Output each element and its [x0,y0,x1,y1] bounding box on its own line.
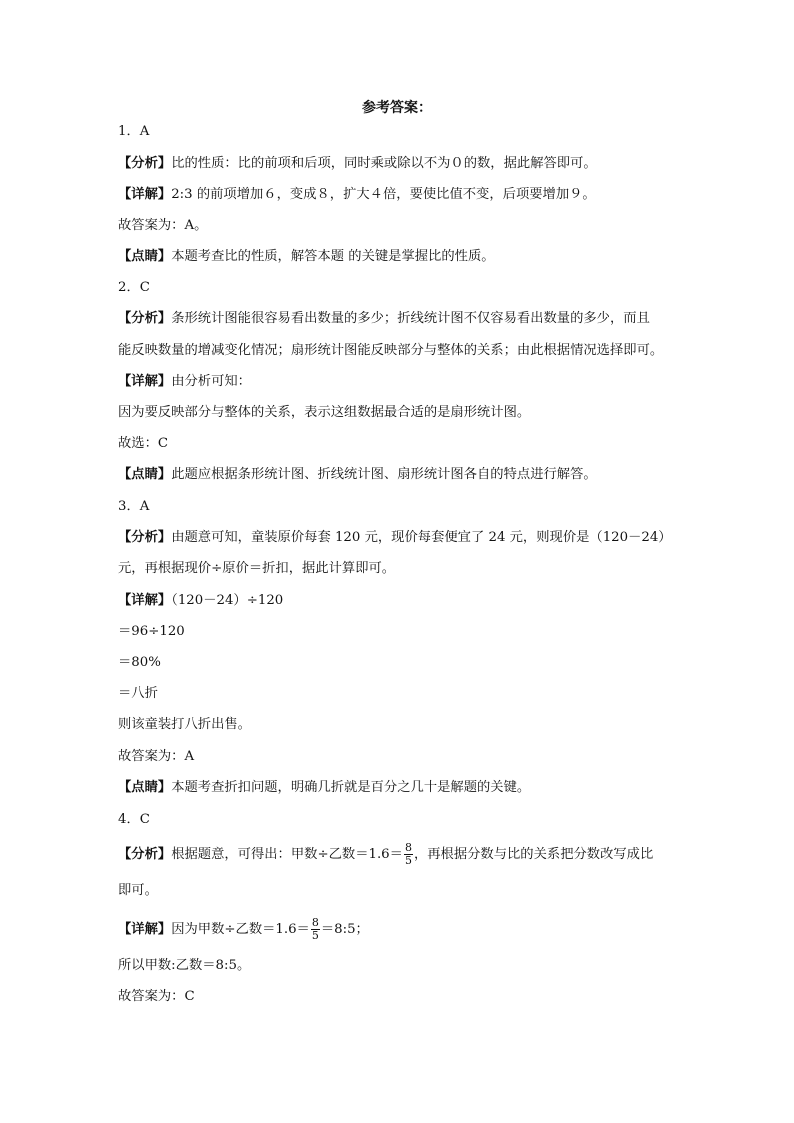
q2-analysis-line-2: 能反映数量的增减变化情况；扇形统计图能反映部分与整体的关系；由此根据情况选择即可。 [118,343,664,358]
analysis-tag: 【分析】 [118,311,172,326]
q4-detail-line-2: 所以甲数:乙数＝8:5。 [118,958,251,973]
q1-comment-text: 本题考查比的性质，解答本题 的关键是掌握比的性质。 [171,249,495,264]
q2-analysis-text-1: 条形统计图能很容易看出数量的多少；折线统计图不仅容易看出数量的多少，而且 [171,311,650,326]
q3-detail-line-5: 则该童装打八折出售。 [118,717,251,732]
q2-detail [118,372,251,392]
q3-detail-line-2: ＝96÷120 [118,624,185,639]
q3-detail-line-3: ＝80% [118,655,161,670]
q1-analysis-text: 比的性质：比的前项和后项，同时乘或除以不为０的数，据此解答即可。 [171,156,597,171]
q4-analysis [118,842,653,867]
q3-analysis [118,528,672,548]
fraction [404,842,413,867]
q1-analysis [118,154,597,174]
detail-tag: 【详解】 [118,922,172,937]
q2-head: 2．C [118,280,150,295]
q3-comment-text: 本题考查折扣问题，明确几折就是百分之几十是解题的关键。 [171,780,531,795]
comment-tag: 【点睛】 [118,249,172,264]
q3-answer: 故答案为：A [118,749,195,764]
q3-analysis-line-2: 元，再根据现价÷原价＝折扣，据此计算即可。 [118,561,396,576]
q1-comment [118,247,495,267]
analysis-tag: 【分析】 [118,530,172,545]
q2-detail-line-2: 因为要反映部分与整体的关系，表示这组数据最合适的是扇形统计图。 [118,405,531,420]
q3-head: 3．A [118,499,150,514]
fraction-numerator: 8 [404,841,412,854]
fraction-numerator: 8 [311,916,319,929]
q2-comment-text: 此题应根据条形统计图、折线统计图、扇形统计图各自的特点进行解答。 [171,467,597,482]
q4-detail [118,917,369,942]
q3-analysis-text-1: 由题意可知，童装原价每套 120 元，现价每套便宜了 24 元，则现价是（120－24） [171,530,672,545]
q3-detail [118,591,283,611]
q2-analysis [118,309,650,329]
q3-detail-line-4: ＝八折 [118,686,158,701]
q3-comment [118,778,530,798]
comment-tag: 【点睛】 [118,467,172,482]
detail-tag: 【详解】 [118,374,172,389]
q4-analysis-text-pre: 根据题意，可得出：甲数÷乙数＝1.6＝ [171,847,403,862]
q4-answer: 故答案为：C [118,989,195,1004]
q2-comment [118,465,597,485]
q2-answer: 故选：C [118,436,169,451]
q4-head: 4．C [118,812,150,827]
q1-answer: 故答案为：A。 [118,218,208,233]
fraction [311,917,320,942]
fraction-denominator: 5 [311,929,319,942]
q2-detail-text-1: 由分析可知： [171,374,251,389]
q1-detail [118,185,596,205]
detail-tag: 【详解】 [118,593,172,608]
detail-tag: 【详解】 [118,187,172,202]
q1-detail-text: 2:3 的前项增加６，变成８，扩大４倍，要使比值不变，后项要增加９。 [171,187,596,202]
q1-head: 1．A [118,124,150,139]
q4-detail-text-pre: 因为甲数÷乙数＝1.6＝ [171,922,310,937]
q4-analysis-text-post: ，再根据分数与比的关系把分数改写成比 [413,847,654,862]
page-title: 参考答案： [362,100,432,116]
q4-detail-text-post: ＝8:5； [320,922,369,937]
comment-tag: 【点睛】 [118,780,172,795]
q3-detail-text-1: （120－24）÷120 [171,593,284,608]
analysis-tag: 【分析】 [118,156,172,171]
analysis-tag: 【分析】 [118,847,172,862]
fraction-denominator: 5 [404,854,412,867]
q4-analysis-line-2: 即可。 [118,883,158,898]
